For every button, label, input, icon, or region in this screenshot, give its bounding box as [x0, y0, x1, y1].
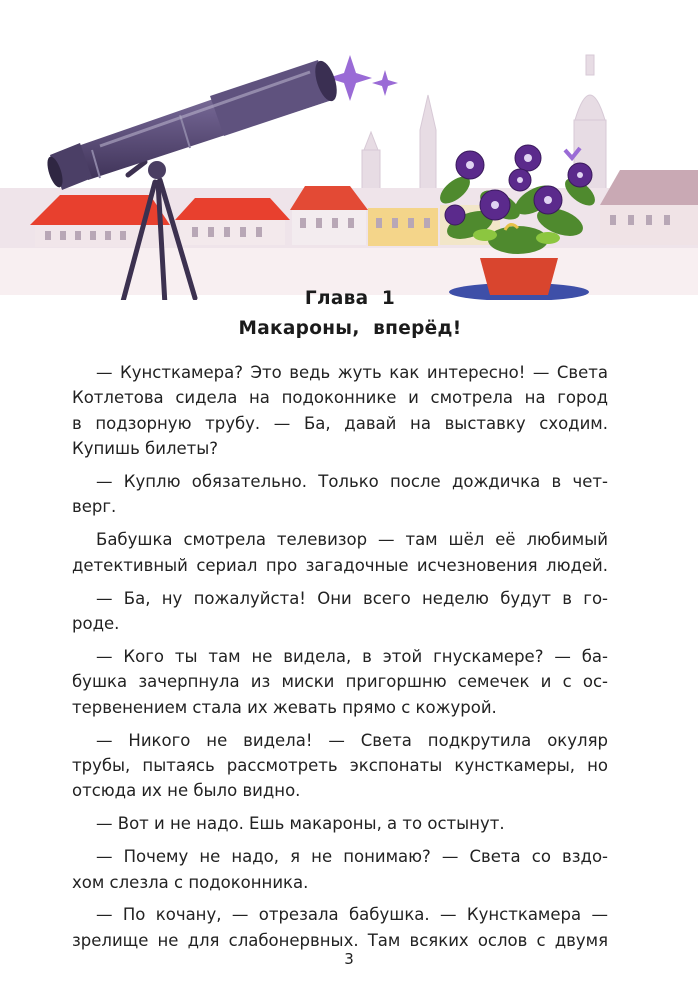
paragraph	[72, 360, 608, 462]
text-line: — Никого не видела! — Света подкрутила окуляр	[96, 730, 608, 750]
text-line: роде.	[72, 614, 120, 634]
text-line: — По кочану, — отрезала бабушка. — Кунсткамера —	[96, 905, 608, 925]
paragraph	[72, 586, 608, 637]
paragraph	[72, 728, 608, 804]
page-number: 3	[344, 950, 354, 968]
text-line: трубы, пытаясь рассмотреть экспонаты кунсткамеры, но	[72, 755, 608, 775]
text-line: Купишь билеты?	[72, 439, 219, 459]
text-line: хом слезла с подоконника.	[72, 872, 309, 892]
chapter-number: Глава 1	[304, 288, 396, 309]
text-line: в подзорную трубу. — Ба, давай на выставку сходим.	[72, 413, 608, 433]
text-line: — Куплю обязательно. Только после дождичка в чет-	[96, 472, 608, 492]
text-line: — Кунсткамера? Это ведь жуть как интересно! — Света	[96, 363, 608, 382]
text-line: зрелище не для слабонервных. Там всяких ослов с двумя	[72, 930, 608, 950]
text-line: отсюда их не было видно.	[72, 781, 301, 801]
sparkle-icons	[328, 55, 398, 101]
chapter-body	[72, 360, 608, 961]
text-line: — Кого ты там не видела, в этой гнускамере? — ба-	[96, 646, 608, 666]
text-line: — Вот и не надо. Ешь макароны, а то остынут.	[96, 814, 505, 834]
paragraph	[72, 469, 608, 520]
paragraph	[72, 844, 608, 895]
text-line: — Почему не надо, я не понимаю? — Света со вздо-	[96, 847, 608, 867]
text-line: тервенением стала их жевать прямо с кожурой.	[72, 697, 497, 717]
text-line: Котлетова сидела на подоконнике и смотрела на город	[72, 388, 608, 408]
chapter-title: Макароны, вперёд!	[238, 318, 462, 339]
text-line: бушка зачерпнула из миски пригоршню семечек и с ос-	[72, 672, 608, 692]
paragraph	[72, 811, 608, 836]
paragraph	[72, 902, 608, 953]
paragraph	[72, 644, 608, 720]
chapter-header	[150, 284, 550, 344]
chapter-illustration	[0, 0, 698, 300]
paragraph	[72, 527, 608, 578]
text-line: Бабушка смотрела телевизор — там шёл её любимый	[96, 530, 608, 550]
text-line: верг.	[72, 497, 117, 517]
text-line: — Ба, ну пожалуйста! Они всего неделю будут в го-	[96, 588, 608, 608]
text-line: детективный сериал про загадочные исчезновения людей.	[72, 555, 608, 575]
